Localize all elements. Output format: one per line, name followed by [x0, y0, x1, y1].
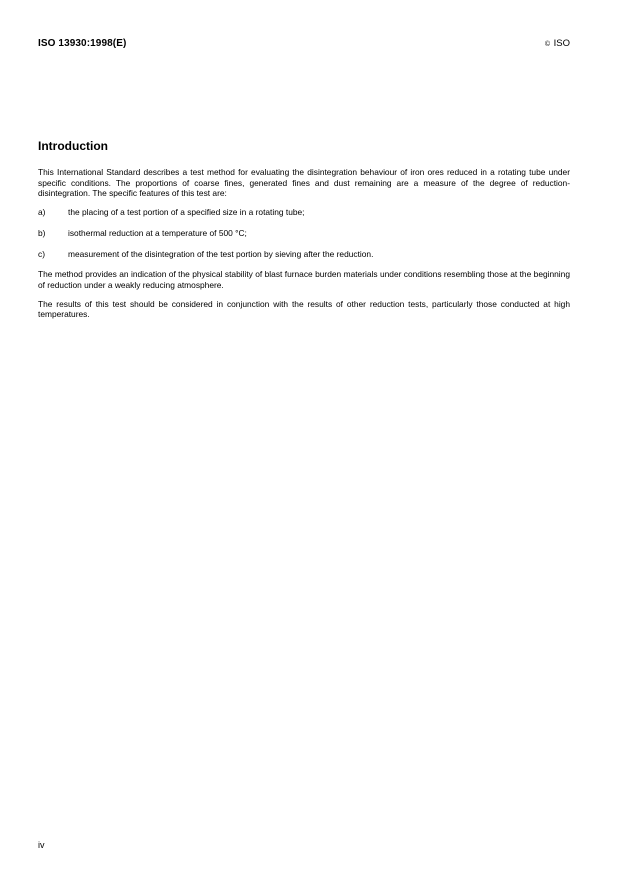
- list-marker: c): [38, 248, 45, 259]
- standard-id: ISO 13930:1998(E): [38, 38, 127, 49]
- list-item-text: isothermal reduction at a temperature of 500 °C;: [68, 227, 247, 238]
- list-marker: b): [38, 227, 46, 238]
- section-title: Introduction: [38, 139, 108, 153]
- list-item-text: measurement of the disintegration of the test portion by sieving after the reduction.: [68, 248, 374, 259]
- page-number: iv: [38, 840, 45, 850]
- method-paragraph: The method provides an indication of the physical stability of blast furnace burden materials under conditions resembling those at the beginning of reduction under a weakly reducing atmosphere.: [38, 269, 570, 290]
- list-marker: a): [38, 207, 46, 218]
- introduction-section: [38, 139, 570, 328]
- list-item: [38, 249, 570, 260]
- list-item: [38, 207, 570, 218]
- list-item: [38, 228, 570, 239]
- results-paragraph: The results of this test should be considered in conjunction with the results of other reduction tests, particularly those conducted at high temperatures.: [38, 298, 570, 320]
- copyright-owner: ISO: [553, 38, 570, 49]
- copyright-symbol: ©: [544, 41, 550, 48]
- intro-paragraph: This International Standard describes a test method for evaluating the disintegration behaviour of iron ores reduced in a rotating tube under specific conditions. The proportions of coarse fines, generated fines and dust remaining are a measure of the degree of reduction-disintegration. The specific features of this test are:: [38, 167, 570, 199]
- copyright-notice: [545, 38, 570, 49]
- list-item-text: the placing of a test portion of a specified size in a rotating tube;: [68, 207, 305, 218]
